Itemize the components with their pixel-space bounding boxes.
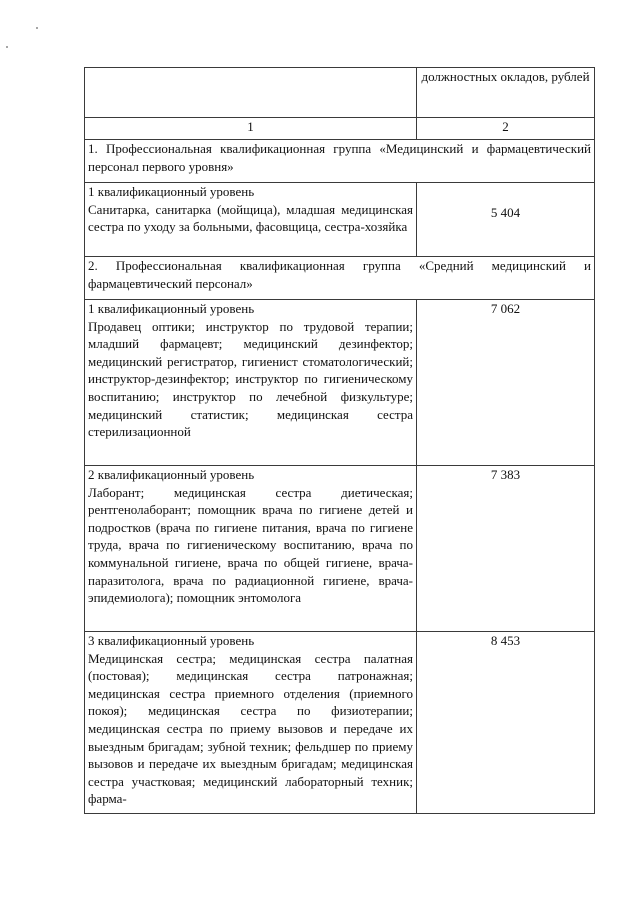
level-positions: Продавец оптики; инструктор по трудовой терапии; младший фармацевт; медицинский дезинфектор; медицинский регистратор, гигиенист стоматологический; инструктор-дезинфектор; инструктор по гигиеническому воспитанию; инструктор по лечебной физкультуре; медицинский статистик; медицинская сестра стерилизационной xyxy=(88,318,413,440)
level-cell xyxy=(85,300,417,466)
level-cell xyxy=(85,466,417,632)
table-row xyxy=(85,300,595,466)
group-title-row xyxy=(85,257,595,300)
salary-value: 7 062 xyxy=(417,300,595,466)
level-title: 3 квалификационный уровень xyxy=(88,633,255,648)
header-cell-position xyxy=(85,68,417,118)
column-number: 1 xyxy=(85,118,417,140)
column-number: 2 xyxy=(417,118,595,140)
salary-table xyxy=(84,67,595,814)
group-title: 2. Профессиональная квалификационная группа «Средний медицинский и фармацевтический персонал» xyxy=(85,257,595,300)
level-cell xyxy=(85,632,417,814)
salary-value: 5 404 xyxy=(417,183,595,257)
table-row xyxy=(85,466,595,632)
table-row xyxy=(85,183,595,257)
level-title: 1 квалификационный уровень xyxy=(88,301,255,316)
salary-value: 8 453 xyxy=(417,632,595,814)
level-cell xyxy=(85,183,417,257)
level-positions: Лаборант; медицинская сестра диетическая; рентгенолаборант; помощник врача по гигиене детей и подростков (врача по гигиене питания, врача по гигиене труда, врача по гигиеническому воспитанию, врача по коммунальной гигиене, врача по общей гигиене, врача-паразитолога, врача по радиационной гигиене, врача-эпидемиолога); помощник энтомолога xyxy=(88,484,413,606)
level-title: 2 квалификационный уровень xyxy=(88,467,255,482)
column-numbering-row xyxy=(85,118,595,140)
table-header-row xyxy=(85,68,595,118)
scan-speck xyxy=(6,46,8,48)
group-title: 1. Профессиональная квалификационная группа «Медицинский и фармацевтический персонал первого уровня» xyxy=(85,140,595,183)
level-positions: Санитарка, санитарка (мойщица), младшая медицинская сестра по уходу за больными, фасовщица, сестра-хозяйка xyxy=(88,201,413,235)
header-cell-salary: должностных окладов, рублей xyxy=(417,68,595,118)
level-title: 1 квалификационный уровень xyxy=(88,184,255,199)
group-title-row xyxy=(85,140,595,183)
salary-value: 7 383 xyxy=(417,466,595,632)
table-row xyxy=(85,632,595,814)
scan-speck xyxy=(36,27,38,29)
level-positions: Медицинская сестра; медицинская сестра палатная (постовая); медицинская сестра патронажная; медицинская сестра приемного отделения (приемного покоя); медицинская сестра по физиотерапии; медицинская сестра по приему вызовов и передаче их выездным бригадам; зубной техник; фельдшер по приему вызовов и передаче их выездным бригадам; медицинская сестра участковая; медицинский лабораторный техник; фарма- xyxy=(88,650,413,807)
